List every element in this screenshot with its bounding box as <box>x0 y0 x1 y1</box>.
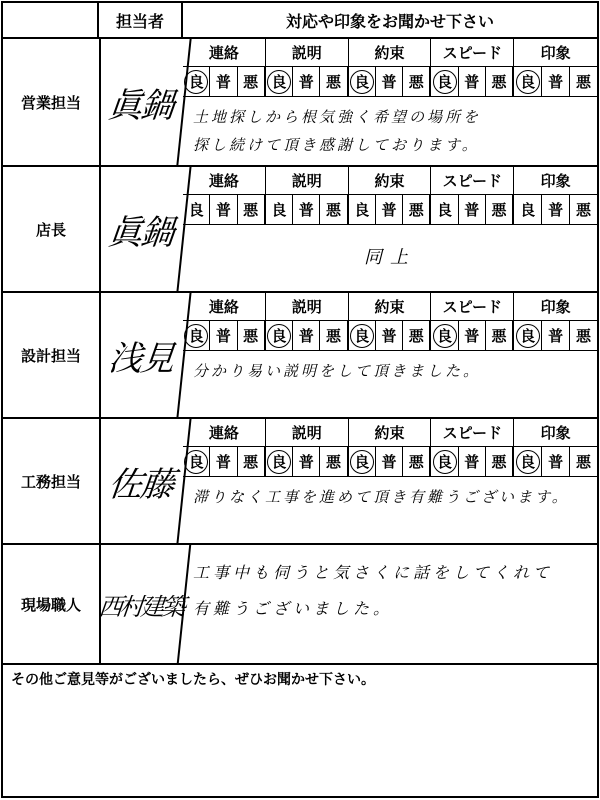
category-promise: 約束 <box>349 167 432 194</box>
role-label: 工務担当 <box>3 419 101 543</box>
rating-good[interactable]: 良 <box>514 195 542 224</box>
rating-average[interactable]: 普 <box>293 447 320 476</box>
rating-bad[interactable]: 悪 <box>325 327 341 345</box>
staff-name: 眞鍋 <box>92 167 191 291</box>
rating-group-speed <box>431 321 514 350</box>
category-impression: 印象 <box>540 424 571 442</box>
rating-row <box>183 321 597 351</box>
rating-good[interactable]: 良 <box>266 67 293 96</box>
rating-average[interactable]: 普 <box>376 195 403 224</box>
category-explanation: 説明 <box>266 167 349 194</box>
rating-bad[interactable]: 悪 <box>408 201 424 219</box>
category-impression: 印象 <box>540 172 571 190</box>
rating-good[interactable]: 良 <box>431 321 458 350</box>
rating-average[interactable]: 普 <box>459 195 486 224</box>
category-contact: 連絡 <box>183 293 266 320</box>
rating-average[interactable]: 普 <box>542 67 570 96</box>
row-design <box>3 293 597 419</box>
row-craftsman <box>3 545 597 665</box>
rating-group-impression <box>514 195 597 224</box>
rating-bad[interactable]: 悪 <box>491 201 507 219</box>
rating-group-impression <box>514 67 597 96</box>
staff-name: 眞鍋 <box>92 39 191 165</box>
rating-bad[interactable]: 悪 <box>576 453 592 471</box>
rating-good[interactable]: 良 <box>349 321 376 350</box>
rating-average[interactable]: 普 <box>376 447 403 476</box>
rating-bad[interactable]: 悪 <box>325 73 341 91</box>
rating-good[interactable]: 良 <box>514 447 542 476</box>
rating-bad[interactable]: 悪 <box>576 73 592 91</box>
category-contact: 連絡 <box>183 419 266 446</box>
rating-group-contact <box>183 321 266 350</box>
rating-good[interactable]: 良 <box>349 447 376 476</box>
rating-bad[interactable]: 悪 <box>325 453 341 471</box>
category-explanation: 説明 <box>266 39 349 66</box>
rating-row <box>183 447 597 477</box>
rating-group-contact <box>183 447 266 476</box>
header-feedback-label: 対応や印象をお聞かせ下さい <box>183 3 597 39</box>
handwritten-comment: 土地探しから根気強く希望の場所を 探し続けて頂き感謝しております。 <box>193 108 482 154</box>
category-impression: 印象 <box>540 44 571 62</box>
rating-bad[interactable]: 悪 <box>408 327 424 345</box>
rating-good[interactable]: 良 <box>183 195 210 224</box>
rating-group-promise <box>349 195 432 224</box>
rating-bad[interactable]: 悪 <box>491 327 507 345</box>
category-header-row <box>183 167 597 195</box>
staff-name: 佐藤 <box>92 419 191 543</box>
rating-average[interactable]: 普 <box>376 67 403 96</box>
rating-average[interactable]: 普 <box>210 447 237 476</box>
category-header-row <box>183 39 597 67</box>
rating-average[interactable]: 普 <box>210 195 237 224</box>
rating-bad[interactable]: 悪 <box>243 453 259 471</box>
rating-group-speed <box>431 195 514 224</box>
category-header-row <box>183 293 597 321</box>
category-promise: 約束 <box>349 293 432 320</box>
survey-form <box>1 1 599 798</box>
rating-bad[interactable]: 悪 <box>325 201 341 219</box>
category-header-row <box>183 419 597 447</box>
rating-average[interactable]: 普 <box>376 321 403 350</box>
rating-group-speed <box>431 67 514 96</box>
rating-average[interactable]: 普 <box>542 195 570 224</box>
rating-average[interactable]: 普 <box>459 321 486 350</box>
row-manager <box>3 167 597 293</box>
category-promise: 約束 <box>349 39 432 66</box>
rating-good[interactable]: 良 <box>431 195 458 224</box>
category-contact: 連絡 <box>183 39 266 66</box>
rating-bad[interactable]: 悪 <box>576 327 592 345</box>
rating-bad[interactable]: 悪 <box>243 73 259 91</box>
rating-good[interactable]: 良 <box>514 67 542 96</box>
category-speed: スピード <box>431 419 514 446</box>
rating-group-promise <box>349 447 432 476</box>
rating-row <box>183 195 597 225</box>
handwritten-comment: 分かり易い説明をして頂きました。 <box>193 362 482 380</box>
rating-good[interactable]: 良 <box>431 67 458 96</box>
role-label: 営業担当 <box>3 39 101 165</box>
rating-bad[interactable]: 悪 <box>243 327 259 345</box>
rating-group-explanation <box>266 67 349 96</box>
category-explanation: 説明 <box>266 293 349 320</box>
category-speed: スピード <box>431 39 514 66</box>
rating-good[interactable]: 良 <box>431 447 458 476</box>
rating-bad[interactable]: 悪 <box>408 453 424 471</box>
rating-average[interactable]: 普 <box>293 195 320 224</box>
rating-good[interactable]: 良 <box>183 321 210 350</box>
rating-good[interactable]: 良 <box>183 67 210 96</box>
rating-bad[interactable]: 悪 <box>243 201 259 219</box>
staff-name: 浅見 <box>92 293 191 417</box>
category-explanation: 説明 <box>266 419 349 446</box>
rating-group-impression <box>514 321 597 350</box>
category-promise: 約束 <box>349 419 432 446</box>
row-sales <box>3 39 597 167</box>
rating-good[interactable]: 良 <box>183 447 210 476</box>
role-label: 設計担当 <box>3 293 101 417</box>
category-impression: 印象 <box>540 298 571 316</box>
rating-row <box>183 67 597 97</box>
other-comments-label: その他ご意見等がございましたら、ぜひお聞かせ下さい。 <box>11 672 375 688</box>
rating-group-speed <box>431 447 514 476</box>
rating-average[interactable]: 普 <box>293 67 320 96</box>
header-staff-label: 担当者 <box>99 3 183 39</box>
rating-bad[interactable]: 悪 <box>491 453 507 471</box>
rating-group-explanation <box>266 321 349 350</box>
rating-group-promise <box>349 67 432 96</box>
category-speed: スピード <box>431 167 514 194</box>
handwritten-comment: 同上 <box>364 247 416 268</box>
rating-group-contact <box>183 67 266 96</box>
rating-average[interactable]: 普 <box>293 321 320 350</box>
rating-bad[interactable]: 悪 <box>408 73 424 91</box>
header-corner-cell <box>3 3 99 39</box>
rating-good[interactable]: 良 <box>514 321 542 350</box>
handwritten-comment: 工事中も伺うと気さくに話をしてくれて 有難うございました。 <box>193 563 554 618</box>
category-speed: スピード <box>431 293 514 320</box>
rating-group-impression <box>514 447 597 476</box>
rating-group-explanation <box>266 195 349 224</box>
rating-good[interactable]: 良 <box>349 195 376 224</box>
rating-bad[interactable]: 悪 <box>576 201 592 219</box>
handwritten-comment: 滞りなく工事を進めて頂き有難うございます。 <box>193 488 570 506</box>
rating-average[interactable]: 普 <box>542 321 570 350</box>
rating-good[interactable]: 良 <box>266 321 293 350</box>
rating-average[interactable]: 普 <box>542 447 570 476</box>
staff-name: 西村建築 <box>93 545 191 663</box>
role-label: 現場職人 <box>3 545 101 663</box>
rating-good[interactable]: 良 <box>266 447 293 476</box>
rating-group-contact <box>183 195 266 224</box>
rating-good[interactable]: 良 <box>266 195 293 224</box>
rating-average[interactable]: 普 <box>459 67 486 96</box>
rating-group-promise <box>349 321 432 350</box>
rating-average[interactable]: 普 <box>210 67 237 96</box>
rating-group-explanation <box>266 447 349 476</box>
rating-bad[interactable]: 悪 <box>491 73 507 91</box>
rating-good[interactable]: 良 <box>349 67 376 96</box>
rating-average[interactable]: 普 <box>459 447 486 476</box>
role-label: 店長 <box>3 167 101 291</box>
rating-average[interactable]: 普 <box>210 321 237 350</box>
row-construction <box>3 419 597 545</box>
category-contact: 連絡 <box>183 167 266 194</box>
